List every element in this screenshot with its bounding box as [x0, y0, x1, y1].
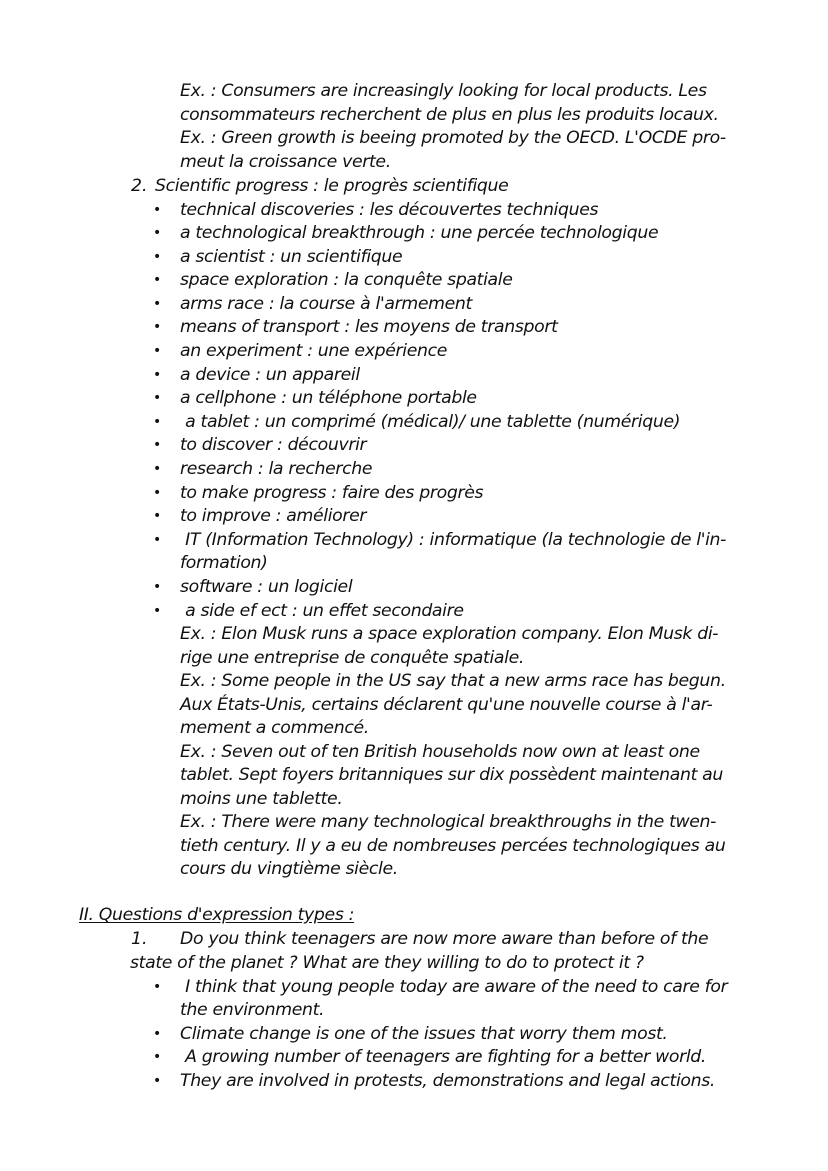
vocab-item: a tablet : un comprimé (médical)/ une tablette (numérique) [180, 412, 681, 432]
example-line: Ex. : Seven out of ten British households now own at least one [180, 742, 700, 762]
bullet-icon: • [153, 1026, 162, 1042]
answer-item: Climate change is one of the issues that worry them most. [180, 1024, 668, 1044]
example-line: Ex. : Consumers are increasingly looking for local products. Les [180, 81, 707, 101]
bullet-icon: • [153, 579, 162, 595]
example-line: cours du vingtième siècle. [180, 859, 398, 879]
vocab-item: a scientist : un scientifique [180, 247, 403, 267]
bullet-icon: • [153, 343, 162, 359]
section-title: Scientific progress : le progrès scientifique [155, 176, 509, 196]
example-line: tablet. Sept foyers britanniques sur dix possèdent maintenant au [180, 765, 724, 785]
bullet-icon: • [153, 508, 162, 524]
vocab-item: IT (Information Technology) : informatique (la technologie de l'in- [180, 530, 727, 550]
bullet-icon: • [153, 225, 162, 241]
example-line: Aux États-Unis, certains déclarent qu'une nouvelle course à l'ar- [180, 695, 713, 715]
bullet-icon: • [153, 296, 162, 312]
question-line: state of the planet ? What are they willing to do to protect it ? [130, 953, 644, 973]
bullet-icon: • [153, 202, 162, 218]
example-line: Ex. : Elon Musk runs a space exploration company. Elon Musk di- [180, 624, 719, 644]
vocab-item-continuation: formation) [180, 553, 268, 573]
bullet-icon: • [153, 532, 162, 548]
example-line: meut la croissance verte. [180, 152, 391, 172]
vocab-item: to improve : améliorer [180, 506, 367, 526]
vocab-item: a cellphone : un téléphone portable [180, 388, 477, 408]
vocab-item: a side ef ect : un effet secondaire [180, 601, 464, 621]
bullet-icon: • [153, 461, 162, 477]
example-line: mement a commencé. [180, 718, 369, 738]
bullet-icon: • [153, 272, 162, 288]
answer-item: They are involved in protests, demonstrations and legal actions. [180, 1071, 716, 1091]
bullet-icon: • [153, 603, 162, 619]
example-line: moins une tablette. [180, 789, 343, 809]
vocab-item: a device : un appareil [180, 365, 360, 385]
vocab-item: to discover : découvrir [180, 435, 367, 455]
example-line: tieth century. Il y a eu de nombreuses percées technologiques au [180, 836, 726, 856]
question-number: 1. [131, 929, 148, 949]
bullet-icon: • [153, 319, 162, 335]
bullet-icon: • [153, 437, 162, 453]
bullet-icon: • [153, 1073, 162, 1089]
example-line: Ex. : Some people in the US say that a new arms race has begun. [180, 671, 726, 691]
vocab-item: research : la recherche [180, 459, 373, 479]
bullet-icon: • [153, 367, 162, 383]
vocab-item: space exploration : la conquête spatiale [180, 270, 513, 290]
vocab-item: to make progress : faire des progrès [180, 483, 484, 503]
answer-item: I think that young people today are aware of the need to care for [180, 977, 728, 997]
bullet-icon: • [153, 1049, 162, 1065]
vocab-item: software : un logiciel [180, 577, 353, 597]
question-line: Do you think teenagers are now more aware than before of the [180, 929, 709, 949]
vocab-item: an experiment : une expérience [180, 341, 448, 361]
vocab-item: a technological breakthrough : une percée technologique [180, 223, 659, 243]
example-line: consommateurs recherchent de plus en plus les produits locaux. [180, 105, 719, 125]
answer-item: A growing number of teenagers are fighting for a better world. [180, 1047, 707, 1067]
section-number: 2. [131, 176, 148, 196]
bullet-icon: • [153, 249, 162, 265]
section-heading: II. Questions d'expression types : [79, 905, 355, 925]
vocab-item: means of transport : les moyens de transport [180, 317, 558, 337]
bullet-icon: • [153, 979, 162, 995]
vocab-item: technical discoveries : les découvertes techniques [180, 200, 599, 220]
bullet-icon: • [153, 390, 162, 406]
example-line: Ex. : There were many technological breakthroughs in the twen- [180, 812, 717, 832]
answer-item-continuation: the environment. [180, 1000, 325, 1020]
example-line: rige une entreprise de conquête spatiale. [180, 648, 525, 668]
bullet-icon: • [153, 414, 162, 430]
example-line: Ex. : Green growth is beeing promoted by the OECD. L'OCDE pro- [180, 128, 726, 148]
vocab-item: arms race : la course à l'armement [180, 294, 472, 314]
bullet-icon: • [153, 485, 162, 501]
